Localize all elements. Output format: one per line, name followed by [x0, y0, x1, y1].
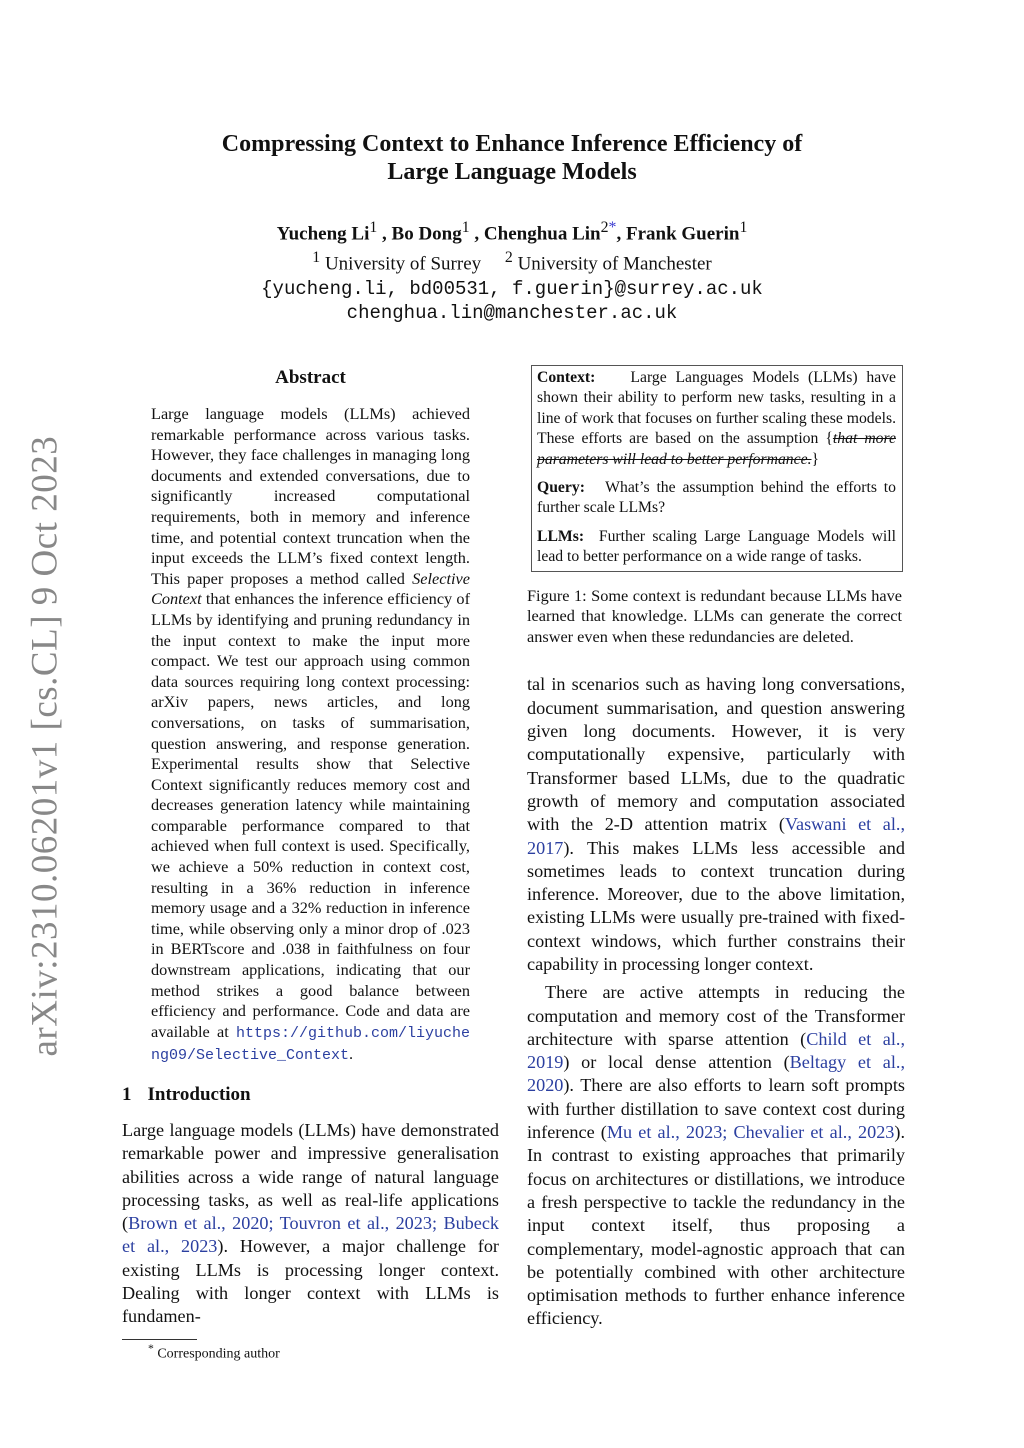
- affil-mark: 1: [312, 249, 321, 267]
- affiliation: University of Manchester: [517, 253, 712, 275]
- text: that enhances the inference efficiency of LLMs by identifying and pruning redundancy in the input context to make the input more compact. We test our approach using common data sources requiring long context processing: arXiv papers, news articles, and long conversations, on tasks of summarisation, question answering, and response generation. Experimental results show that Selective Context significantly reduces memory cost and decreases generation latency while maintaining comparable performance compared to that achieved when full context is used. Specifically, we achieve a 50% reduction in context cost, resulting in a 36% reduction in inference memory usage and a 32% reduction in inference time, while observing only a minor drop of .023 in BERTscore and .038 in faithfulness on four downstream applications, indicating that our method strikes a good balance between efficiency and performance. Code and data are available at: [151, 589, 470, 1041]
- text: }: [811, 450, 820, 468]
- citation-link[interactable]: Child et al., 2019: [527, 1028, 905, 1073]
- footnote-mark: *: [148, 1341, 154, 1355]
- text: ;: [722, 1122, 734, 1143]
- affil-mark: 2: [504, 249, 513, 267]
- abstract-heading: Abstract: [275, 367, 346, 388]
- figure-context: [537, 368, 896, 470]
- citation-link[interactable]: Bubeck et al., 2023: [122, 1213, 499, 1257]
- label: LLMs:: [537, 527, 585, 545]
- intro-text: [122, 1119, 499, 1329]
- affiliation: University of Surrey: [324, 253, 482, 275]
- section-heading: [122, 1083, 499, 1107]
- separator: ,: [469, 223, 484, 245]
- text: Large language models (LLMs) achieved remarkable performance across various tasks. However, they face challenges in managing long documents and extended conversations, due to significantly increased computational requirements, both in memory and inference time, and potential context truncation when the input exceeds the LLM’s fixed context length. This paper proposes a method called: [151, 404, 470, 588]
- figure-1-box: [531, 365, 903, 572]
- left-column: [122, 366, 499, 1363]
- text: Large Languages Models (LLMs) have shown their ability to perform new tasks, resulting in a line of work that focuses on further scaling these models. These efforts are based on the assumption {: [537, 369, 897, 448]
- title-line: Compressing Context to Enhance Inference Efficiency of: [221, 131, 803, 157]
- text: ) or local dense attention (: [563, 1052, 790, 1073]
- text: What’s the assumption behind the efforts to further scale LLMs?: [537, 479, 897, 517]
- affil-mark: 2: [600, 219, 609, 236]
- section-number: 1: [122, 1084, 132, 1105]
- email: chenghua.lin@manchester.ac.uk: [346, 301, 678, 324]
- author: Bo Dong: [391, 223, 462, 245]
- text: ). This makes LLMs less accessible and sometimes leads to context truncation during inference. Moreover, due to the above limitation, existing LLMs were usually pre-trained with fixed-context windows, which further constrains their capability in processing longer context.: [527, 837, 905, 974]
- footnote-link[interactable]: *: [608, 219, 617, 236]
- right-column: [527, 365, 905, 1331]
- citation-link[interactable]: Chevalier et al., 2023: [733, 1122, 895, 1143]
- method-name: Selective Context: [151, 568, 470, 609]
- paragraph: [527, 981, 905, 1330]
- text: There are active attempts in reducing the computation and memory cost of the Transformer architecture with sparse attention (: [527, 982, 905, 1049]
- text: tal in scenarios such as having long conversations, document summarisation, and question answering given long documents. However, it is very computationally expensive, particularly with Transformer based LLMs, due to the quadratic growth of memory and computation associated with the 2-D attention matrix (: [527, 674, 905, 835]
- paragraph: [527, 673, 905, 976]
- text: ). In contrast to existing approaches that primarily focus on architectures or distillations, we introduce a fresh perspective to tackle the redundancy in the input context itself, thus proposing a complementary, model-agnostic approach that can be potentially combined with other architecture optimisation methods to further enhance inference efficiency.: [527, 1122, 905, 1329]
- author-block: [150, 216, 874, 325]
- author-names: [150, 216, 874, 246]
- section-title: Introduction: [147, 1084, 251, 1105]
- citation-link[interactable]: Touvron et al., 2023: [279, 1213, 432, 1234]
- footnote: [148, 1340, 499, 1364]
- text: ). There are also efforts to learn soft prompts with further distillation to save context cost during inference (: [527, 1075, 905, 1143]
- footnote-text: Corresponding author: [157, 1346, 280, 1362]
- affil-mark: 1: [369, 219, 378, 236]
- abstract-text: [151, 404, 470, 1067]
- text: Further scaling Large Language Models will lead to better performance on a wide range of tasks.: [537, 527, 896, 566]
- paper-title: [150, 130, 874, 186]
- label: Context:: [537, 369, 596, 386]
- citation-link[interactable]: Mu et al., 2023: [606, 1122, 723, 1143]
- text: .: [349, 1044, 354, 1064]
- author: Chenghua Lin: [483, 223, 601, 245]
- arxiv-identifier: arXiv:2310.06201v1 [cs.CL] 9 Oct 2023: [24, 435, 66, 1057]
- affil-mark: 1: [739, 219, 748, 236]
- separator: ,: [377, 223, 392, 245]
- right-column-text: [527, 673, 905, 1330]
- text: ;: [431, 1213, 444, 1234]
- struck-text: that more parameters will lead to better performance.: [537, 430, 896, 468]
- figure-llms: [537, 527, 896, 568]
- author: Frank Guerin: [625, 223, 740, 245]
- author: Yucheng Li: [276, 223, 370, 245]
- title-line: Large Language Models: [387, 159, 637, 185]
- affil-mark: 1: [461, 219, 470, 236]
- figure-query: [537, 478, 896, 519]
- citation-link[interactable]: Beltagy et al., 2020: [527, 1052, 905, 1096]
- separator: ,: [616, 223, 626, 245]
- figure-caption: Figure 1: Some context is redundant because LLMs have learned that knowledge. LLMs can generate the correct answer even when these redundancies are deleted.: [527, 585, 902, 646]
- citation-link[interactable]: Vaswani et al., 2017: [527, 814, 906, 858]
- github-link[interactable]: https://github.com/liyucheng09/Selective_Context: [151, 1024, 470, 1065]
- text: ). However, a major challenge for existing LLMs is processing longer context. Dealing with longer context with LLMs is fundamen-: [122, 1236, 499, 1327]
- text: ;: [268, 1213, 280, 1234]
- email: {yucheng.li, bd00531, f.guerin}@surrey.ac.uk: [261, 277, 763, 300]
- citation-link[interactable]: Brown et al., 2020: [128, 1213, 269, 1234]
- affiliations: [150, 246, 874, 276]
- label: Query:: [537, 479, 585, 497]
- text: Large language models (LLMs) have demonstrated remarkable power and impressive generalisation abilities across a wide range of natural language processing tasks, as well as real-life applications (: [122, 1120, 499, 1234]
